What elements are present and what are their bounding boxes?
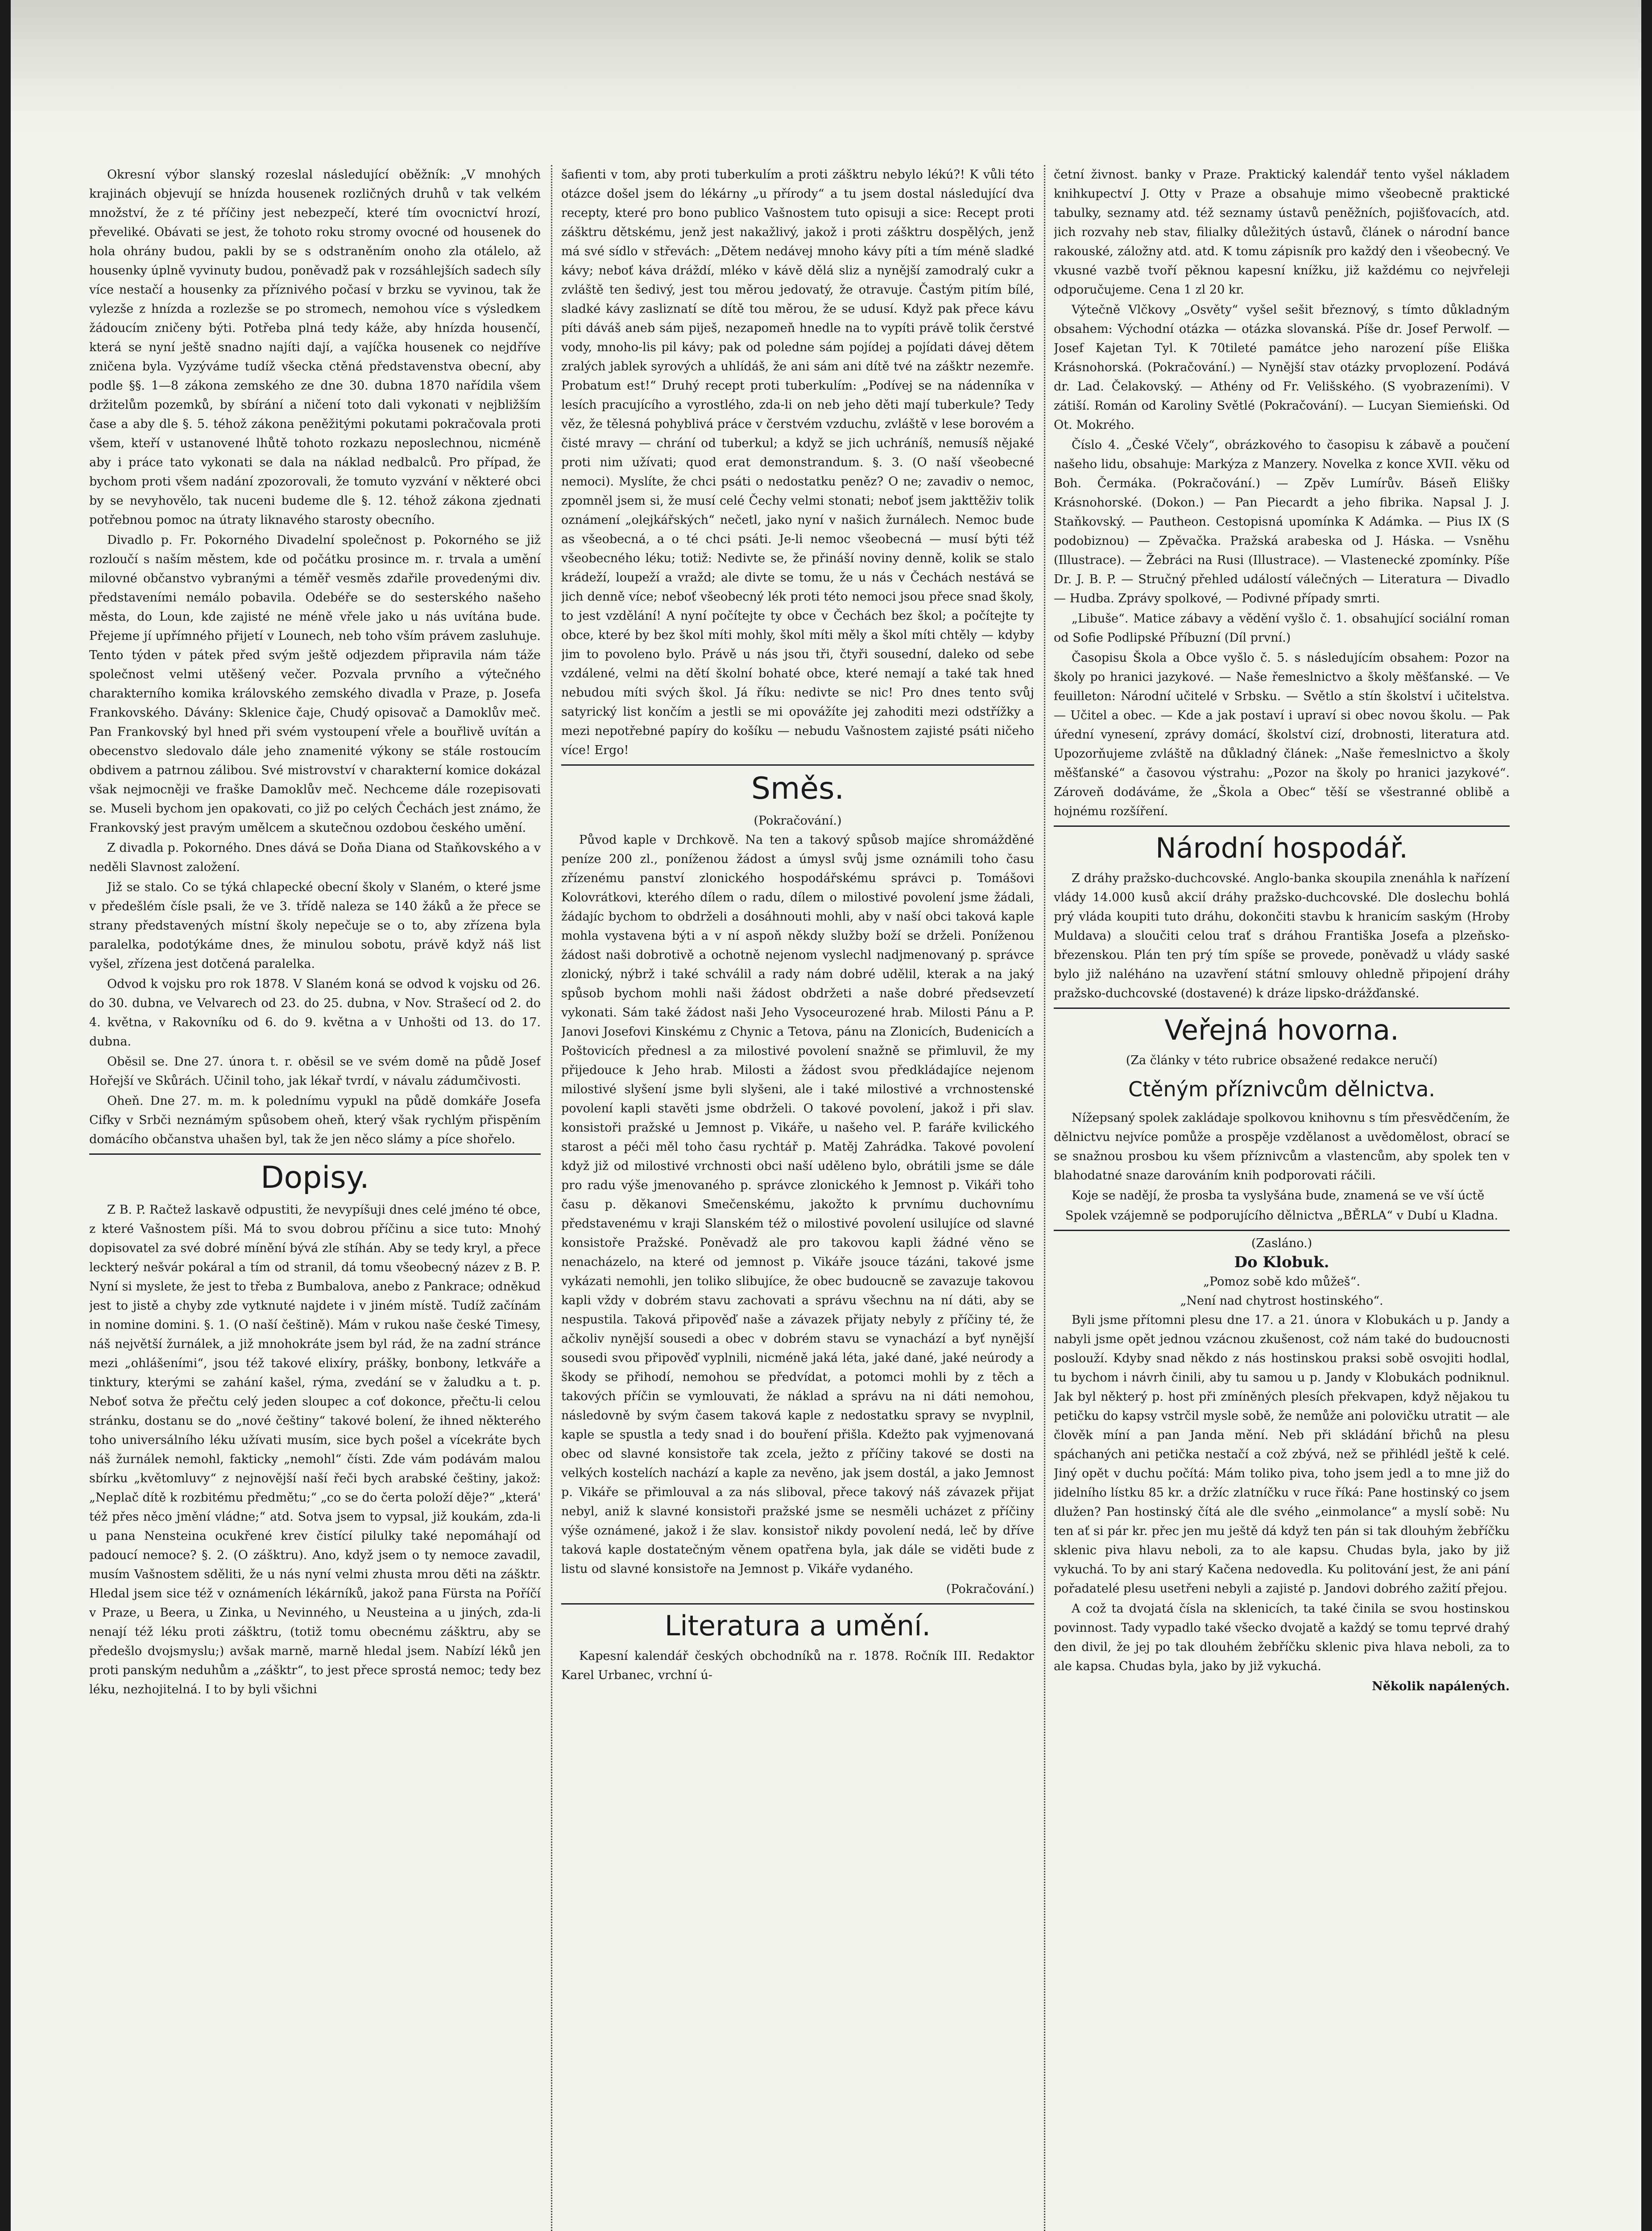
signature-napaleni: Několik napálených.: [1372, 1679, 1510, 1693]
column-divider: [551, 165, 552, 2231]
section-rule: [561, 1603, 1034, 1605]
scan-right-edge: [1641, 0, 1652, 2231]
column-1: [89, 165, 541, 2231]
column-divider: [1044, 165, 1045, 2231]
section-rule: [1054, 825, 1510, 827]
article-ceske-vcely: Číslo 4. „České Včely“, obrázkového to časopisu k zábavě a poučení našeho lidu, obsahuje: Markýza z Manzery. Novelka z konce XVII. věku od Boh. Čermáka. (Pokračování.) — Zpěv Lumírův. Báseň Elišky Krásnohorské. (Dokon.) — Pan Piecardt a jeho fibrika. Napsal J. J. Staňkovský. — Pautheon. Cestopisná upomínka K Adámka. — Pius IX (S podobiznou) — Zpěvačka. Pražská arabeska od J. Háska. — Vsněhu (Illustrace). — Žebráci na Rusi (Illustrace). — Vlastenecké zpomínky. Píše Dr. J. B. P. — Stručný přehled událostí válečných — Literatura — Divadlo — Hudba. Zprávy spolkové, — Podivné případy smrti.: [1054, 438, 1510, 605]
article-kalendar-continued: četní živnost. banky v Praze. Praktický kalendář tento vyšel nákladem knihkupectví J. Otty v Praze a obsahuje mimo všeobecně praktické tabulky, seznamy atd. též seznamy ústavů peněžních, pojišťovacích, atd. jich rozvahy neb stav, filialky důležitých ústavů, článek o národní bance rakouské, záložny atd. atd. K tomu zápisník pro každý den i všeobecný. Ve vkusné vazbě tvoří pěknou kapesní knížku, již každému co nejvřeleji odporučujeme. Cena 1 zl 20 kr.: [1054, 168, 1510, 297]
column-3: [1054, 165, 1510, 2231]
section-subtitle: (Zasláno.): [1251, 1236, 1312, 1250]
signature-spolek: Spolek vzájemně se podporujícího dělnictva „BĚRLA“ v Dubí u Kladna.: [1065, 1209, 1499, 1223]
article-knihovna: Nížepsaný spolek zakládaje spolkovou knihovnu s tím přesvědčením, že dělnictvu nejvíce pomůže a prospěje vzdělanost a uvědomělost, obrací se se snažnou prosbou ku všem příznivcům a vlastencům, aby spolek ten v blahodatné snaze darováním knih podporovati ráčili.: [1054, 1111, 1510, 1182]
article-libuse: „Libuše“. Matice zábavy a vědění vyšlo č. 1. obsahující sociální roman od Sofie Podlipské Příbuzní (Díl první.): [1054, 612, 1510, 645]
article-puvod-kaple: Původ kaple v Drchkově. Na ten a takový spůsob majíce shromážděné peníze 200 zl., poníženou žádost a úmysl svůj jsme oznámili toho času zřízenému panství zlonického hospodářskému správci p. Tomášovi Kolovrátkovi, kterého dílem o radu, dílem o milostivé povolení jsme žádali, žádajíc bychom to obdrželi a dosáhnouti mohli, aby v naší obci taková kaple mohla vystavena býti a v ní aspoň někdy služby boží se drželi. Poníženou žádost naši dobrotivě a ochotně nejenom vyslechl nadjmenovaný p. správce zlonický, nýbrž i také schválil a rady nám dobré udělil, kterak a na jaký spůsob bychom mohli naši žádost obdržeti a naše dobré předsevzetí vykonati. Sám také žádost naši Jeho Vysoceurozené hrab. Milosti Pánu a P. Janovi Josefovi Kinskému z Chynic a Tetova, pánu na Zlonicích, Budenicích a Poštovicích přednesl a za milostivé povolení snažně se přimluvil, že my přijedouce k Jeho hrab. Milosti a žádost svou předkládajíce nejenom milostivé slyšení jsme byli slyšeni, ale i také milostivé a vrchnostenské povolení kapli stavěti jsme obdrželi. O takové povolení, jakož i při slav. konsistoři pražské u Jemnost p. Vikáře, u našeho vel. P. faráře kvilického starost a péči měl toho času rychtář p. Matěj Zahrádka. Takové povolení když již od milostivé vrchnosti obci naší uděleno bylo, obrátili jsme se dále pro radu výše jmenovaného p. správce zlonického k Jemnost p. Vikáři toho času p. děkanovi Smečenskému, jakožto k prvnímu duchovnímu představenému v kraji Slanském též o milostivé povolení usilujíce od slavné konsistoře Pražské. Poněvadž ale pro takovou kapli žádné věno se nenacházelo, na které od jemnost p. Vikáře jsouce tázáni, takové jsme vykázati nemohli, jen toliko slibujíce, že obec budoucně se zavazuje takovou kapli vždy v dobrém stavu zachovati a správu všechnu na ní dáti, aby se nespustila. Taková připověď naše a závazek přijaty nebyly z příčiny té, že ačkoliv nynější sousedi a obec v dobrém stavu se vynachází a byť nynější sousedi svou připověď vyplnili, nicméně jaká léta, jaké dané, jaké neúrody a škody se přihodí, nemohou se předvídat, a potomci mohli by z těch a takových příčin se vymlouvati, že náklad a správu na ni dáti nemohou, následovně by svým časem taková kaple z nedostatku spravy se nvyplnil, kaple se spustla a tedy snad i do bouření přišla. Kdežto pak vyjmenovaná obec od slavné konsistoře tak zcela, ježto z příčiny takové se dosti na velkých kostelích nachází a kaple za nevěno, jak jsem dostál, a jako Jemnost p. Vikáře se přimlouval a za nás sliboval, přece takový náš závazek přijat nebyl, aniž k slavné konsistoři pražské jsme se nesměli ucházet z příčiny výše oznámené, jakož i že slav. konsistoř nikdy povolení nedá, leč by dříve taková kaple dostatečným věnem opatřena byla, jak dále se viděti bude z listu od slavné konsistoře na Jemnost p. Vikáře vydaného.: [561, 833, 1034, 1576]
article-z-divadla: Z divadla p. Pokorného. Dnes dává se Doňa Diana od Staňkovského a v neděli Slavnost založení.: [89, 841, 541, 874]
article-dopis: Z B. P. Račtež laskavě odpustiti, že nevypíšuji dnes celé jméno té obce, z které Vašnostem píši. Má to svou dobrou příčinu a sice tuto: Mnohý dopisovatel za své dobré mínění bývá zle stíhán. Aby se tedy kryl, a přece leckterý nešvár pokáral a tím od stranil, dá tomu všeobecný název z B. P. Nyní si myslete, že jest to třeba z Bumbalova, anebo z Pankrace; odněkud jest to jistě a chyby zde vytknuté najdete i v jiném místě. Tudíž začínám in nomine domini. §. 1. (O naší češtině). Mám v rukou naše české Timesy, náš největší žurnálek, a již mnohokráte jsem byl rád, že na zadní stránce mezi „ohlášeními“, jsou též takové elixíry, prášky, bonbony, letkváře a tinktury, kterými se zahání kašel, rýma, zvedání se v žaludku a t. p. Neboť sotva že přečtu celý jeden sloupec a coť dokonce, přečtu-li celou stránku, dostanu se do „nové češtiny“ takové bolení, že ihned některého toho universálního léku užívati musím, sice bych pošel a vícekráte bych náš žurnálek nemohl, fakticky „nemohl“ čísti. Zde vám podávám malou sbírku „květomluvy“ z nejnovější naší řeči bych arabské češtiny, jakož: „Neplač dítě k rozbitému předmětu;“ „co se do čerta položí děje?“ „která' též přes něco jmění vládne;“ atd. Sotva jsem to vypsal, již koukám, zda-li u pana Nensteina ocukřené krev čistící pilulky také nepomáhají od padoucí nemoce? §. 2. (O zášktru). Ano, když jsem o ty nemoce zavadil, musím Vašnostem sděliti, že u nás nyní velmi zhusta mrou děti na zášktr. Hledal jsem sice též v oznámeních lékárníků, jakož pana Fürsta na Poříčí v Praze, u Beera, u Zinka, u Nevinného, u Neusteina a u jiných, zda-li nenají též léku proti zášktru, (totiž tomu obecnému zášktru, aby se předešlo dvojsmyslu;) avšak marně, marně hledal jsem. Nabízí léků jen proti panským neduhům a „zášktr“, to jest přece sprostá nemoc; tedy bez léku, nezhojitelná. I to by byli všichni: [89, 1203, 541, 1696]
section-rule: [561, 764, 1034, 766]
article-jiz-se-stalo: Již se stalo. Co se týká chlapecké obecní školy v Slaném, o které jsme v předešlém čísle psali, že ve 3. třídě naleza se 140 žáků a že přece se strany představených místní školy nepečuje se o to, aby zřízena byla paralelka, podotýkáme dnes, že minulou sobotu, právě když náš list vyšel, zřízena jest dotčená paralelka.: [89, 880, 541, 971]
scan-top-shadow: [0, 0, 1652, 147]
appeal-heading: Ctěným příznivcům dělnictva.: [1128, 1077, 1435, 1101]
article-osveta: Výtečně Vlčkovy „Osvěty“ vyšel sešit březnový, s tímto důkladným obsahem: Východní otázka — otázka slovanská. Píše dr. Josef Perwolf. — Josef Kajetan Tyl. K 70tileté památce jeho narození píše Eliška Krásnohorská. (Pokračování.) — Nynější stav otázky prvoplození. Podává dr. Lad. Čelakovský. — Athény od Fr. Velišského. (S vyobrazeními). V zátiší. Román od Karoliny Světlé (Pokračování). — Lucyan Siemieński. Od Ot. Mokrého.: [1054, 303, 1510, 432]
article-okresni-vybor: Okresní výbor slanský rozeslal následující oběžník: „V mnohých krajinách objevují se hnízda housenek rozličných druhů v tak velkém množství, že z té příčiny jest nebezpečí, které tím ovocnictví hrozí, převeliké. Obávati se jest, že tohoto roku stromy ovocné od housenek do hola ohrány budou, pakli by se s odstraněním onoho zla otálelo, až housenky úplně vyvinuty budou, poněvadž pak v rozsáhlejších sadech síly více nestačí a housenky za příznivého počasí v brzku se vyvinou, tak že vylezše z hnízda a rozlezše se po stromech, nemohou více s výsledkem žádoucím zničeny býti. Potřeba plná tedy káže, aby hnízda housenčí, která se nyní ještě snadno najíti dají, a vajíčka housenek co nejdříve zničena byla. Vyzýváme tudíž všecka ctěná představenstva obecní, aby podle §§. 1—8 zákona zemského ze dne 30. dubna 1870 nařídila všem držitelům pozemků, by sbírání a ničení toto dali vykonati v nejbližším čase a aby dle §. 5. téhož zákona peněžitými pokutami pokračovala proti všem, kteří v ustanovené lhůtě tohoto rozkazu neposlechnou, nicméně aby i práce tato vykonati se dala na náklad nedbalců. Pro případ, že bychom proti všem nadání zpozorovali, že tomuto vyzvání v některé obci by se nevyhovělo, tak nuceni budeme dle §. 12. téhož zákona zjednati potřebnou pomoc na útraty liknavého starosty obecního.: [89, 168, 541, 527]
article-do-klobuk: Byli jsme přítomni plesu dne 17. a 21. února v Klobukách u p. Jandy a nabyli jsme opět jednou vzácnou zkušenost, což nám také do budoucnosti poslouží. Kdyby snad někdo z nás hostinskou praksi sobě osvojiti hodlal, tu bychom i návrh činili, aby tu samou u p. Jandy v Klobukách podniknul. Jak byl některý p. host při zmíněných plesích překvapen, když nějakou tu petičku do kapsy vstrčil mysle sobě, že nemůže ani polovičku utratit — ale člověk míní a pan Janda mění. Neb při skládání břichů na plesu spáchaných ani petička nestačí a což zbývá, než se přihlédl ještě k celé. Jiný opět v duchu počítá: Mám toliko piva, toho jsem jedl a to mne již do jidelního lístku 85 kr. a držíc zlatníčku v ruce říká: Pane hostinský co jsem dlužen? Pan hostinský čítá ale dle svého „einmolance“ a myslí sobě: Nu ten ať si pár kr. přec jen mu ještě dá když ten pán si tak dlouhým žebříčku sklenic piva hlavu neboli, za to ale kapsu. Chudas byla, jako by již vykuchá. To by ani starý Kačena nedovedla. Ku politování jest, že ani pání pořadatelé plesu usetřeni nebyli a zajisté p. Jandovi dobrého zažití přejou.: [1054, 1313, 1510, 1596]
article-skola-a-obec: Časopisu Škola a Obce vyšlo č. 5. s následujícím obsahem: Pozor na školy po hranici jazykové. — Naše řemeslnictvo a školy měšťanské. — Ve feuilleton: Národní učitelé v Srbsku. — Světlo a stín školství i učitelstva. — Učitel a obec. — Kde a jak postaví i upraví si obec novou školu. — Pak úřední vynesení, zprávy domácí, školství cizí, drobnosti, literatura atd. Upozorňujeme zvláště na důkladný článek: „Naše řemeslnictvo a školy měšťanské“ a časovou výstrahu: „Pozor na školy po hranici jazykové“. Zároveň dodáváme, že „Škola a Obec“ těší se všestranné oblibě a hojnému rozšíření.: [1054, 651, 1510, 818]
article-knihovna-closing: Koje se nadějí, že prosba ta vyslyšána bude, znamená se ve vší úctě: [1072, 1189, 1485, 1203]
epigraph: „Pomoz sobě kdo můžeš“.: [1203, 1275, 1360, 1289]
section-subtitle: (Za články v této rubrice obsažené redakce neručí): [1126, 1053, 1438, 1067]
scan-left-edge: [0, 0, 11, 2231]
article-title-do-klobuk: Do Klobuk.: [1234, 1253, 1329, 1271]
article-divadlo: Divadlo p. Fr. Pokorného Divadelní společnost p. Pokorného se již rozloučí s naším městem, kde od počátku prosince m. r. trvala a umění milovné občanstvo vybranými a téměř vesměs zdařile provedenými div. představeními nemálo pobavila. Odebéře se do sesterského našeho města, do Loun, kde zajisté ne méně vřele jako u nás uvítána bude. Přejeme jí upřímného přijetí v Lounech, neb toho vším právem zasluhuje. Tento týden v pátek před svým ještě odjezdem připravila nám táže společnost velmi utěšený večer. Pozvala prvního a výtečného charakterního komika královského zemského divadla v Praze, p. Josefa Frankovského. Dávány: Sklenice čaje, Chudý opisovač a Damoklův meč. Pan Frankovský byl hned při svém vystoupení vřele a bouřlivě uvítán a obecenstvo sledovalo dále jeho znamenité výkony se stále rostoucím obdivem a patrnou zálibou. Své mistrovství v charakterní komice dokázal však nejmocněji ve fraške Damoklův meč. Nechceme dále rozepisovati se. Museli bychom jen opakovati, co již po celých Čechách jest známo, že Frankovský jest pravým umělcem a skutečnou ozdobou českého umění.: [89, 533, 541, 835]
section-rule: [89, 1153, 541, 1155]
article-ohen: Oheň. Dne 27. m. m. k polednímu vypukl na půdě domkáře Josefa Cifky v Srbči neznámým spůsobem oheň, který však rychlým přispěním domácího občanstva uhašen byl, tak že jen něco slámy a píce shořelo.: [89, 1094, 541, 1146]
section-title-verejna-hovorna: Veřejná hovorna.: [1164, 1014, 1399, 1046]
article-do-klobuk-2: A což ta dvojatá čísla na sklenicích, ta také činila se svou hostinskou povinnost. Tady vypadlo také všecko dvojatě a každý se tomu teprvé drahý den divil, že jej po tak dlouhém žebříčku sklenic piva hlava neboli, za to ale kapsa. Chudas byla, jako by již vykuchá.: [1054, 1602, 1510, 1673]
section-rule: [1054, 1230, 1510, 1231]
section-title-dopisy: Dopisy.: [261, 1160, 369, 1195]
article-obesil: Oběsil se. Dne 27. února t. r. oběsil se ve svém domě na půdě Josef Hořejší ve Skůrách. Učinil toho, jak lékař tvrdí, v návalu zádumčivosti.: [89, 1055, 541, 1088]
article-draha: Z dráhy pražsko-duchcovské. Anglo-banka skoupila znenáhla k nařízení vlády 14.000 kusů akcií dráhy pražsko-duchcovské. Dle doslechu bohlá prý vláda koupiti tuto dráhu, dokončiti stavbu k hranicím saským (Hroby Muldava) a sloučiti celou trať s dráhou Františka Josefa a plzeňsko-březenskou. Plán ten prý tím spíše se provede, poněvadž u vlády saské bylo již naléháno na uzavření státní smlouvy ohledně připojení dráhy pražsko-duchcovské (dostavené) k dráze lipsko-drážďanské.: [1054, 871, 1510, 1000]
epigraph: „Není nad chytrost hostinského“.: [1180, 1294, 1383, 1308]
column-2: [561, 165, 1034, 2231]
section-rule: [1054, 1008, 1510, 1009]
section-title-narodni-hospodar: Národní hospodář.: [1155, 832, 1408, 864]
article-dopis-continued: šafienti v tom, aby proti tuberkulím a proti zášktru nebylo lékú?! K vůli této otázce došel jsem do lékárny „u přírody“ a tu jsem dostal následující dva recepty, které pro bono publico Vašnostem tuto opisuji a sice: Recept proti zášktru dětskému, jenž jest nakažlivý, jakož i proti zášktru dospělých, jenž má své sídlo v střevách: „Dětem nedávej mnoho kávy píti a tím méně sladké kávy; neboť káva dráždí, mléko v kávě dělá sliz a nynější zamodralý cukr a zvláště ten šedivý, jest tou měrou jedovatý, že otravuje. Častým pitím bílé, sladké kávy zasliznatí se dítě tou měrou, že se udusí. Když pak přece kávu píti dáváš aneb sám piješ, nezapomeň hnedle na to vypíti právě tolik čerstvé vody, mnoho-lis pil kávy; pak od poledne sám pojídej a pojídati dávej dětem zralých jablek syrových a uhlídáš, že ani sám ani dítě tvé na zášktr nezemře. Probatum est!“ Druhý recept proti tuberkulím: „Podívej se na nádenníka v lesích pracujícího a vyrostlého, zda-li on neb jeho děti mají tuberkule? Tedy věz, že tělesná pohyblivá práce v čerstvém vzduchu, zvláště v lese borovém a čisté mravy — chrání od tuberkul; a když se jich uchráníš, nemusíš nějaké proti nim užívati; quod erat demonstrandum. §. 3. (O naší všeobecné nemoci). Myslíte, že chci psáti o nedostatku peněz? O ne; zavadiv o nemoc, zpomněl jsem si, že musí celé Čechy velmi stonati; neboť jsem jakttěživ tolik oznámení „olejkářských“ nečetl, jako nyní v našich žurnálech. Nemoc bude as všeobecná, a o té chci psáti. Je-li nemoc všeobecná — musí býti též všeobecného léku; totiž: Nedivte se, že přináší noviny denně, kolik se stalo krádeží, loupeží a vražd; ale divte se tomu, že u nás v Čechách nestává se jich denně více; neboť všeobecný lék proti této nemoci jsou přece snad školy, to jest vzdělání! A nyní počítejte ty obce v Čechách bez škol; a počítejte ty obce, které by bez škol míti mohly, škol míti měly a škol míti chtěly — kdyby jim to povoleno bylo. Právě u nás jsou tři, čtyři sousední, daleko od sebe vzdálené, velmi na dětí školní bohaté obce, které nemají a také tak hned nebudou míti svých škol. Já říku: nedivte se nic! Pro dnes tento svůj satyrický list končím a jestli se mi opovážíte jej zahoditi mezi odstřížky a mezi nepotřebné papíry do košíku — nebudu Vašnostem zajisté psáti ničeho více! Ergo!: [561, 168, 1034, 757]
section-title-smes: Směs.: [751, 771, 845, 806]
article-odvod: Odvod k vojsku pro rok 1878. V Slaném koná se odvod k vojsku od 26. do 30. dubna, ve Velvarech od 23. do 25. dubna, v Nov. Strašecí od 2. do 4. května, v Rakovníku od 6. do 9. května a v Unhošti od 13. do 17. dubna.: [89, 977, 541, 1049]
continuation-note: (Pokračování.): [946, 1582, 1034, 1596]
section-subtitle: (Pokračování.): [754, 814, 842, 828]
article-kalendar: Kapesní kalendář českých obchodníků na r. 1878. Ročník III. Redaktor Karel Urbanec, vrchní ú-: [561, 1649, 1034, 1682]
section-title-literatura: Literatura a umění.: [664, 1609, 931, 1642]
